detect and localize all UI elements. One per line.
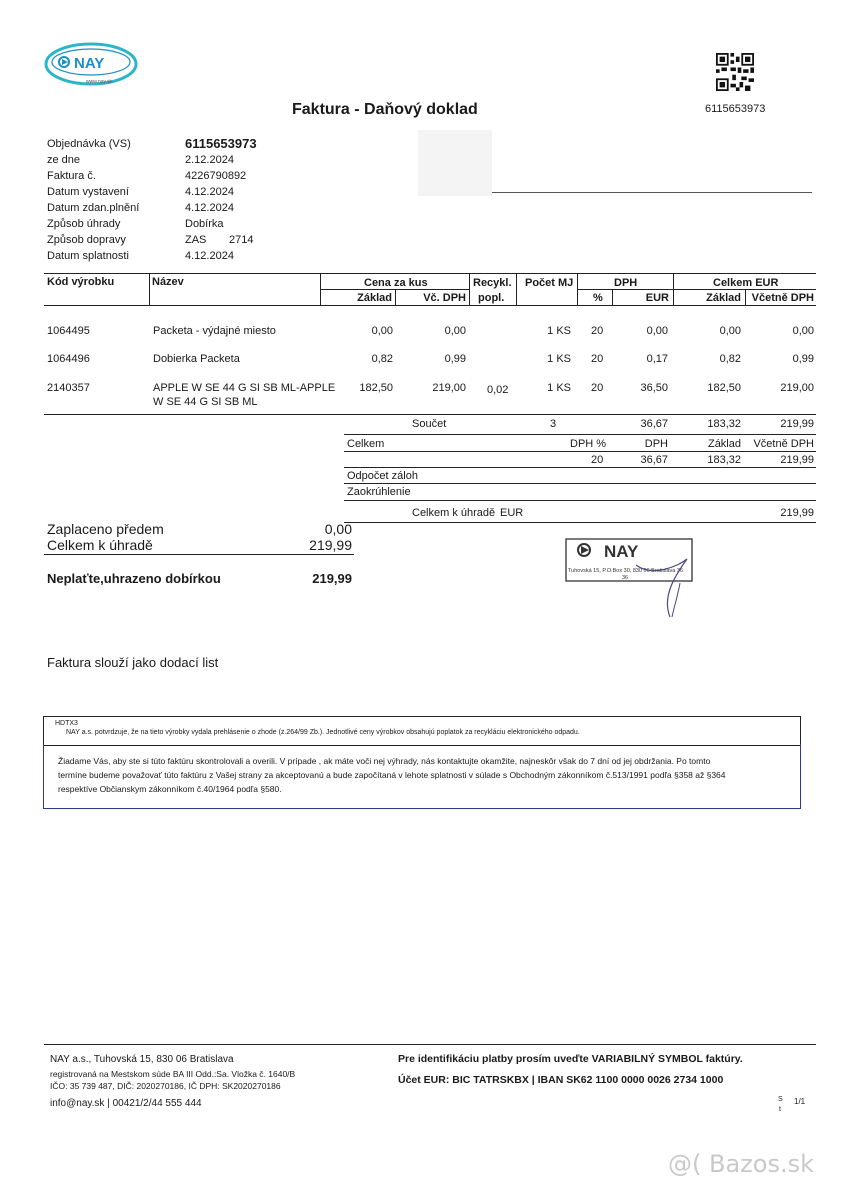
- qr-code-icon: [716, 53, 754, 91]
- cell-vat-pct: 20: [591, 325, 604, 337]
- meta-value-shipping: ZAS: [185, 234, 207, 246]
- summary-border: [344, 500, 816, 501]
- th-total-base: Základ: [706, 292, 741, 304]
- th-total: Celkem EUR: [713, 277, 779, 289]
- meta-value-shipping-code: 2714: [229, 234, 254, 246]
- summary-border: [344, 451, 816, 452]
- meta-label-taxable: Datum zdan.plnění: [47, 202, 140, 214]
- summary-border: [344, 434, 816, 435]
- th-vat-pct: %: [593, 292, 603, 304]
- prepaid-label: Zaplaceno předem: [47, 521, 164, 537]
- summary-border: [344, 483, 816, 484]
- terms-line-2: termíne budeme považovať túto faktúru z Vašej strany za akceptovanú a bude započítaná v lehote splatnosti v súlade s Obchodným zákonníkom č.513/1991 podľa §358 až §364: [58, 770, 726, 780]
- svg-text:36: 36: [622, 575, 629, 581]
- summary-incl-h: Včetně DPH: [753, 438, 814, 450]
- cell-name: Packeta - výdajné miesto: [153, 325, 276, 337]
- col-divider: [469, 273, 470, 305]
- summary-incl: 219,99: [780, 454, 814, 466]
- cell-code: 1064495: [47, 325, 90, 337]
- meta-label-shipping: Způsob dopravy: [47, 234, 126, 246]
- cell-vat-pct: 20: [591, 382, 604, 394]
- subheader-line: [577, 289, 816, 290]
- cell-vat-eur: 0,17: [646, 353, 668, 365]
- th-vat-eur: EUR: [645, 292, 669, 304]
- summary-base: 183,32: [707, 454, 741, 466]
- meta-label-invoice: Faktura č.: [47, 170, 96, 182]
- cell-base: 0,00: [371, 325, 393, 337]
- th-recycl-fee: popl.: [478, 292, 505, 304]
- redacted-area: [418, 130, 492, 196]
- logo-url: www.nay.sk: [86, 79, 113, 85]
- footer-company: NAY a.s., Tuhovská 15, 830 06 Bratislava: [50, 1054, 234, 1065]
- th-vat: DPH: [614, 277, 638, 289]
- meta-label-issued: Datum vystavení: [47, 186, 129, 198]
- meta-value-order: 6115653973: [185, 136, 257, 151]
- cell-qty: 1 KS: [547, 325, 571, 337]
- cell-base: 182,50: [359, 382, 393, 394]
- sum-label: Součet: [412, 418, 447, 430]
- footer-ids: IČO: 35 739 487, DIČ: 2020270186, IČ DPH: SK2020270186: [50, 1081, 281, 1091]
- cell-name-cont: W SE 44 G SI SB ML: [153, 396, 258, 408]
- summary-vat-pct: 20: [591, 454, 604, 466]
- summary-deduction: Odpočet záloh: [347, 470, 418, 482]
- cell-total-base: 0,82: [719, 353, 741, 365]
- cell-incl: 219,00: [432, 382, 466, 394]
- recycling-text: NAY a.s. potvrdzuje, že na tieto výrobky vydala prehlásenie o zhode (z.264/99 Zb.). Jednotlivé ceny výrobkov obsahujú poplatok za recykláciu elektronického odpadu.: [66, 729, 580, 736]
- legal-code: HDTX3: [55, 720, 78, 727]
- svg-text:NAY: NAY: [74, 55, 105, 72]
- sum-vat-eur: 36,67: [640, 418, 668, 430]
- total-due-value: 219,99: [309, 537, 352, 553]
- address-line: [492, 192, 812, 193]
- cell-incl: 0,00: [444, 325, 466, 337]
- th-code: Kód výrobku: [47, 276, 115, 288]
- cell-incl: 0,99: [444, 353, 466, 365]
- subheader-line: [320, 289, 469, 290]
- summary-to-pay-label: Celkem k úhradě: [412, 507, 496, 519]
- terms-line-3: respektíve Občianskym zákonníkom č.40/1964 podľa §580.: [58, 784, 282, 794]
- col-divider: [149, 273, 150, 305]
- footer-page-s: S: [778, 1096, 783, 1103]
- cell-vat-pct: 20: [591, 353, 604, 365]
- summary-base-h: Základ: [707, 438, 741, 450]
- cell-vat-eur: 0,00: [646, 325, 668, 337]
- sum-total-base: 183,32: [707, 418, 741, 430]
- cod-value: 219,99: [312, 571, 352, 586]
- document-title: Faktura - Daňový doklad: [292, 101, 478, 118]
- meta-value-date: 2.12.2024: [185, 154, 234, 166]
- cod-label: Neplaťte,uhrazeno dobírkou: [47, 571, 221, 586]
- footer-bank: Účet EUR: BIC TATRSKBX | IBAN SK62 1100 0000 0026 2734 1000: [398, 1074, 724, 1086]
- table-header-border: [44, 305, 816, 306]
- table-top-border: [44, 273, 816, 274]
- footer-divider: [44, 1044, 816, 1045]
- footer-registry: registrovaná na Mestskom súde BA III Odd.:Sa. Vložka č. 1640/B: [50, 1069, 296, 1079]
- summary-currency: EUR: [500, 507, 524, 519]
- meta-label-date: ze dne: [47, 154, 81, 166]
- th-recycl: Recykl.: [473, 277, 512, 289]
- terms-box: [43, 744, 801, 809]
- cell-qty: 1 KS: [547, 382, 571, 394]
- cell-code: 1064496: [47, 353, 90, 365]
- th-qty: Počet MJ: [525, 277, 574, 289]
- summary-rounding: Zaokrúhlenie: [347, 486, 411, 498]
- meta-value-due: 4.12.2024: [185, 250, 234, 262]
- sum-top-border: [44, 414, 816, 415]
- company-stamp: [562, 537, 697, 622]
- footer-page-number: 1/1: [794, 1097, 806, 1106]
- th-unit-price: Cena za kus: [364, 277, 428, 289]
- total-due-label: Celkem k úhradě: [47, 537, 153, 553]
- th-base: Základ: [357, 292, 392, 304]
- meta-value-taxable: 4.12.2024: [185, 202, 234, 214]
- meta-label-due: Datum splatnosti: [47, 250, 129, 262]
- th-incl-vat: Vč. DPH: [423, 292, 466, 304]
- summary-to-pay: 219,99: [780, 507, 814, 519]
- sum-qty: 3: [550, 418, 557, 430]
- cell-code: 2140357: [47, 382, 90, 394]
- cell-total-incl: 219,00: [780, 382, 814, 394]
- summary-vat-pct-h: DPH %: [570, 438, 607, 450]
- meta-value-payment: Dobírka: [185, 218, 224, 230]
- sum-total-incl: 219,99: [780, 418, 814, 430]
- cell-vat-eur: 36,50: [640, 382, 668, 394]
- summary-vat-h: DPH: [644, 438, 668, 450]
- recycling-box: [43, 716, 801, 746]
- cell-name: APPLE W SE 44 G SI SB ML-APPLE: [153, 382, 336, 394]
- cell-recycl: 0,02: [487, 384, 509, 396]
- col-divider: [516, 273, 517, 305]
- cell-total-base: 0,00: [719, 325, 741, 337]
- th-total-incl: Včetně DPH: [751, 292, 814, 304]
- footer-contact: info@nay.sk | 00421/2/44 555 444: [50, 1098, 202, 1109]
- summary-celkem: Celkem: [347, 438, 385, 450]
- svg-text:Tuhovská 15, P.O.Box 30, 830 0: Tuhovská 15, P.O.Box 30, 830 06 Bratislava 36: [568, 568, 683, 574]
- payment-divider: [44, 554, 354, 555]
- cell-base: 0,82: [371, 353, 393, 365]
- watermark: @( Bazos.sk: [668, 1150, 814, 1178]
- delivery-note-notice: Faktura slouží jako dodací list: [47, 655, 219, 670]
- footer-payment-note: Pre identifikáciu platby prosím uveďte VARIABILNÝ SYMBOL faktúry.: [398, 1053, 743, 1065]
- meta-label-payment: Způsob úhrady: [47, 218, 121, 230]
- svg-text:NAY: NAY: [604, 542, 639, 561]
- prepaid-value: 0,00: [324, 521, 352, 537]
- meta-label-order: Objednávka (VS): [47, 138, 131, 150]
- cell-qty: 1 KS: [547, 353, 571, 365]
- footer-page-t: t: [779, 1106, 781, 1113]
- cell-total-incl: 0,99: [792, 353, 814, 365]
- meta-value-issued: 4.12.2024: [185, 186, 234, 198]
- summary-border: [344, 467, 816, 468]
- summary-vat: 36,67: [640, 454, 668, 466]
- cell-total-incl: 0,00: [792, 325, 814, 337]
- meta-value-invoice: 4226790892: [185, 170, 247, 182]
- summary-bottom-border: [344, 522, 816, 523]
- cell-total-base: 182,50: [707, 382, 741, 394]
- terms-line-1: Žiadame Vás, aby ste si túto faktúru skontrolovali a overili. V prípade , ak máte voči nej výhrady, nás kontaktujte okamžite, najneskôr však do 7 dní od jej obdržania. Po tomto: [58, 756, 711, 766]
- cell-name: Dobierka Packeta: [153, 353, 240, 365]
- document-number-top: 6115653973: [705, 103, 766, 115]
- th-name: Název: [152, 276, 184, 288]
